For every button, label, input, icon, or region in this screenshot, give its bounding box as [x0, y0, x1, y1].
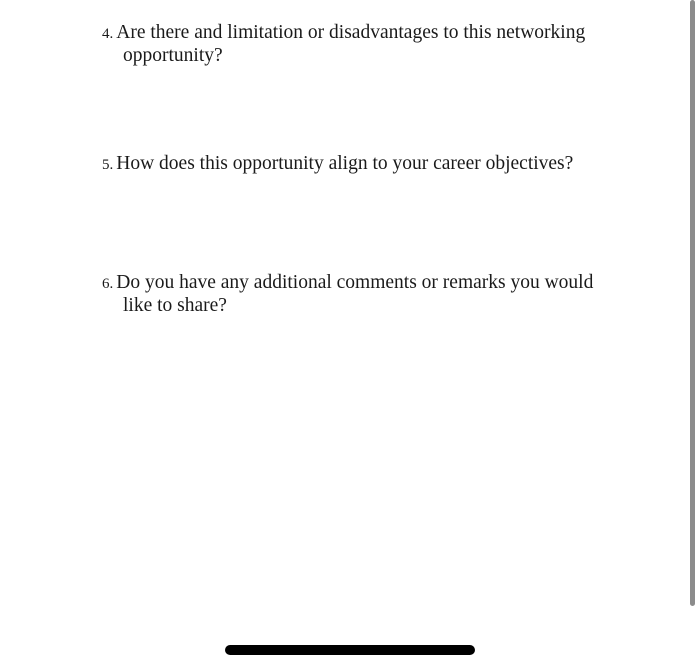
question-5	[102, 153, 602, 176]
question-number: 6.	[102, 276, 114, 292]
question-text: How does this opportunity align to your career objectives?	[116, 153, 574, 174]
question-text-continued: like to share?	[123, 295, 227, 316]
question-6	[102, 272, 602, 317]
question-text-continued: opportunity?	[123, 45, 223, 66]
question-text: Are there and limitation or disadvantages to this networking	[116, 22, 586, 43]
vertical-scrollbar[interactable]	[690, 0, 695, 606]
question-text: Do you have any additional comments or remarks you would	[116, 272, 594, 293]
question-4	[102, 22, 602, 67]
question-number: 4.	[102, 26, 114, 42]
question-number: 5.	[102, 157, 114, 173]
home-indicator-bar[interactable]	[225, 645, 475, 655]
